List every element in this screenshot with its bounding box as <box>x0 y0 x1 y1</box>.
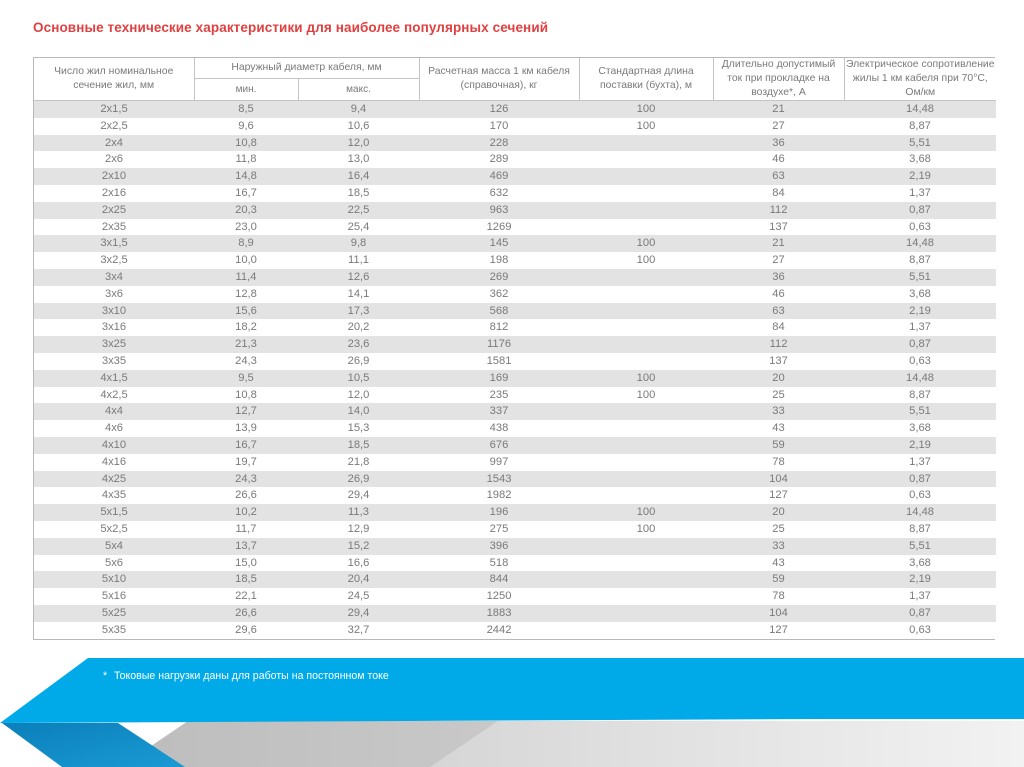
cell-diameter-max: 14,0 <box>298 403 419 420</box>
cell-mass: 170 <box>419 118 579 135</box>
cell-mass: 1883 <box>419 605 579 622</box>
page-title: Основные технические характеристики для наиболее популярных сечений <box>33 20 549 35</box>
cell-mass: 275 <box>419 521 579 538</box>
cell-current: 43 <box>713 555 844 572</box>
cell-section: 4х16 <box>34 454 194 471</box>
cell-mass: 469 <box>419 168 579 185</box>
cell-diameter-max: 10,5 <box>298 370 419 387</box>
cell-section: 2х35 <box>34 219 194 236</box>
cell-resistance: 14,48 <box>844 504 996 521</box>
cell-current: 20 <box>713 370 844 387</box>
cell-resistance: 3,68 <box>844 555 996 572</box>
cell-diameter-min: 20,3 <box>194 202 298 219</box>
cell-diameter-max: 12,6 <box>298 269 419 286</box>
cell-section: 5х6 <box>34 555 194 572</box>
cell-current: 27 <box>713 252 844 269</box>
cell-diameter-min: 12,8 <box>194 286 298 303</box>
cell-section: 3х35 <box>34 353 194 370</box>
cell-mass: 568 <box>419 303 579 320</box>
cell-diameter-min: 26,6 <box>194 605 298 622</box>
cell-resistance: 8,87 <box>844 387 996 404</box>
cell-diameter-max: 9,8 <box>298 235 419 252</box>
cell-length <box>579 219 713 236</box>
cell-diameter-min: 13,7 <box>194 538 298 555</box>
cell-length <box>579 303 713 320</box>
cell-length <box>579 168 713 185</box>
cell-current: 36 <box>713 135 844 152</box>
cell-diameter-max: 22,5 <box>298 202 419 219</box>
cell-resistance: 2,19 <box>844 168 996 185</box>
cell-length: 100 <box>579 504 713 521</box>
cell-diameter-min: 18,2 <box>194 319 298 336</box>
table-row <box>34 605 996 622</box>
cell-diameter-min: 9,6 <box>194 118 298 135</box>
cell-length <box>579 403 713 420</box>
cell-diameter-max: 32,7 <box>298 622 419 639</box>
cell-diameter-min: 29,6 <box>194 622 298 639</box>
cell-section: 5х25 <box>34 605 194 622</box>
cell-diameter-min: 8,5 <box>194 101 298 118</box>
cell-length <box>579 571 713 588</box>
cell-mass: 518 <box>419 555 579 572</box>
cell-diameter-max: 29,4 <box>298 605 419 622</box>
cell-mass: 676 <box>419 437 579 454</box>
cell-resistance: 5,51 <box>844 269 996 286</box>
cell-resistance: 8,87 <box>844 118 996 135</box>
cell-mass: 289 <box>419 151 579 168</box>
cell-section: 2х1,5 <box>34 101 194 118</box>
cell-mass: 1581 <box>419 353 579 370</box>
cell-length <box>579 605 713 622</box>
table-row <box>34 252 996 269</box>
table-row <box>34 403 996 420</box>
cell-diameter-max: 20,2 <box>298 319 419 336</box>
cell-section: 4х10 <box>34 437 194 454</box>
cell-diameter-min: 18,5 <box>194 571 298 588</box>
cell-section: 4х1,5 <box>34 370 194 387</box>
cell-mass: 145 <box>419 235 579 252</box>
cell-resistance: 1,37 <box>844 454 996 471</box>
cell-resistance: 2,19 <box>844 303 996 320</box>
cell-mass: 438 <box>419 420 579 437</box>
cell-diameter-min: 15,6 <box>194 303 298 320</box>
cell-diameter-max: 16,4 <box>298 168 419 185</box>
cell-current: 78 <box>713 454 844 471</box>
cell-current: 84 <box>713 185 844 202</box>
cell-resistance: 0,87 <box>844 202 996 219</box>
cell-length <box>579 454 713 471</box>
cell-current: 27 <box>713 118 844 135</box>
header-diameter-min: мин. <box>194 79 298 101</box>
cell-length <box>579 269 713 286</box>
cell-diameter-min: 8,9 <box>194 235 298 252</box>
cell-resistance: 2,19 <box>844 571 996 588</box>
cell-diameter-min: 24,3 <box>194 353 298 370</box>
table-row <box>34 135 996 152</box>
cell-mass: 396 <box>419 538 579 555</box>
cell-section: 2х2,5 <box>34 118 194 135</box>
cell-current: 112 <box>713 202 844 219</box>
cell-section: 4х35 <box>34 487 194 504</box>
cell-length <box>579 588 713 605</box>
cell-resistance: 5,51 <box>844 403 996 420</box>
cell-resistance: 8,87 <box>844 252 996 269</box>
cell-resistance: 3,68 <box>844 420 996 437</box>
cell-section: 3х6 <box>34 286 194 303</box>
table-row <box>34 555 996 572</box>
cell-resistance: 0,87 <box>844 605 996 622</box>
cell-diameter-max: 29,4 <box>298 487 419 504</box>
cell-diameter-min: 16,7 <box>194 185 298 202</box>
table-header <box>34 58 996 101</box>
cell-current: 104 <box>713 471 844 488</box>
header-standard-length: Стандартная длина поставки (бухта), м <box>579 58 713 101</box>
cell-diameter-max: 12,0 <box>298 387 419 404</box>
cell-current: 63 <box>713 303 844 320</box>
cell-resistance: 3,68 <box>844 151 996 168</box>
cell-section: 2х6 <box>34 151 194 168</box>
spec-table-container <box>33 57 995 640</box>
table-row <box>34 588 996 605</box>
cell-current: 127 <box>713 487 844 504</box>
table-row <box>34 336 996 353</box>
cell-resistance: 14,48 <box>844 101 996 118</box>
cell-resistance: 3,68 <box>844 286 996 303</box>
cell-current: 137 <box>713 219 844 236</box>
cell-length <box>579 336 713 353</box>
cell-length <box>579 319 713 336</box>
cell-current: 33 <box>713 403 844 420</box>
cell-diameter-min: 26,6 <box>194 487 298 504</box>
cell-mass: 198 <box>419 252 579 269</box>
cell-current: 59 <box>713 571 844 588</box>
cell-resistance: 0,63 <box>844 353 996 370</box>
cell-mass: 235 <box>419 387 579 404</box>
cell-section: 4х2,5 <box>34 387 194 404</box>
cell-diameter-max: 9,4 <box>298 101 419 118</box>
cell-current: 59 <box>713 437 844 454</box>
cell-diameter-max: 26,9 <box>298 353 419 370</box>
table-row <box>34 487 996 504</box>
cell-diameter-max: 14,1 <box>298 286 419 303</box>
table-row <box>34 571 996 588</box>
cell-current: 46 <box>713 286 844 303</box>
cell-length <box>579 135 713 152</box>
cell-mass: 228 <box>419 135 579 152</box>
cell-mass: 997 <box>419 454 579 471</box>
cell-diameter-min: 12,7 <box>194 403 298 420</box>
cell-length <box>579 151 713 168</box>
cell-length: 100 <box>579 252 713 269</box>
cell-mass: 844 <box>419 571 579 588</box>
cell-resistance: 0,63 <box>844 487 996 504</box>
table-row <box>34 303 996 320</box>
cell-diameter-max: 10,6 <box>298 118 419 135</box>
cell-mass: 1543 <box>419 471 579 488</box>
cell-section: 3х16 <box>34 319 194 336</box>
cell-mass: 269 <box>419 269 579 286</box>
table-row <box>34 168 996 185</box>
cell-current: 46 <box>713 151 844 168</box>
cell-section: 5х10 <box>34 571 194 588</box>
table-row <box>34 454 996 471</box>
cell-diameter-min: 13,9 <box>194 420 298 437</box>
cell-diameter-min: 10,8 <box>194 387 298 404</box>
cell-diameter-min: 11,7 <box>194 521 298 538</box>
cell-length: 100 <box>579 118 713 135</box>
header-outer-diameter-group: Наружный диаметр кабеля, мм <box>194 58 419 79</box>
cell-current: 127 <box>713 622 844 639</box>
cell-section: 5х2,5 <box>34 521 194 538</box>
spec-table <box>34 58 996 639</box>
cell-length <box>579 353 713 370</box>
cell-mass: 2442 <box>419 622 579 639</box>
table-row <box>34 420 996 437</box>
cell-length: 100 <box>579 387 713 404</box>
cell-section: 4х4 <box>34 403 194 420</box>
cell-diameter-min: 11,8 <box>194 151 298 168</box>
deco-gray-band-front <box>430 721 1024 767</box>
table-row <box>34 219 996 236</box>
footnote-marker: * <box>103 670 108 682</box>
cell-diameter-min: 24,3 <box>194 471 298 488</box>
header-mass: Расчетная масса 1 км кабеля (справочная), кг <box>419 58 579 101</box>
cell-diameter-max: 12,9 <box>298 521 419 538</box>
cell-current: 112 <box>713 336 844 353</box>
table-row <box>34 185 996 202</box>
cell-diameter-max: 21,8 <box>298 454 419 471</box>
cell-length: 100 <box>579 370 713 387</box>
table-row <box>34 151 996 168</box>
cell-diameter-max: 13,0 <box>298 151 419 168</box>
cell-length <box>579 471 713 488</box>
cell-resistance: 8,87 <box>844 521 996 538</box>
cell-diameter-min: 19,7 <box>194 454 298 471</box>
cell-diameter-max: 11,1 <box>298 252 419 269</box>
cell-diameter-max: 24,5 <box>298 588 419 605</box>
cell-diameter-max: 11,3 <box>298 504 419 521</box>
table-row <box>34 471 996 488</box>
cell-length: 100 <box>579 521 713 538</box>
cell-length <box>579 202 713 219</box>
cell-section: 2х16 <box>34 185 194 202</box>
table-row <box>34 504 996 521</box>
cell-mass: 196 <box>419 504 579 521</box>
cell-diameter-min: 11,4 <box>194 269 298 286</box>
header-diameter-max: макс. <box>298 79 419 101</box>
table-row <box>34 353 996 370</box>
cell-diameter-min: 22,1 <box>194 588 298 605</box>
cell-diameter-max: 20,4 <box>298 571 419 588</box>
cell-section: 5х16 <box>34 588 194 605</box>
table-row <box>34 101 996 118</box>
cell-section: 2х25 <box>34 202 194 219</box>
cell-length <box>579 555 713 572</box>
cell-length <box>579 185 713 202</box>
footnote <box>103 668 523 684</box>
cell-current: 63 <box>713 168 844 185</box>
cell-mass: 126 <box>419 101 579 118</box>
cell-current: 20 <box>713 504 844 521</box>
cell-mass: 632 <box>419 185 579 202</box>
table-row <box>34 269 996 286</box>
cell-diameter-max: 17,3 <box>298 303 419 320</box>
cell-diameter-max: 15,2 <box>298 538 419 555</box>
cell-current: 25 <box>713 521 844 538</box>
cell-section: 2х4 <box>34 135 194 152</box>
table-row <box>34 538 996 555</box>
table-row <box>34 370 996 387</box>
cell-current: 33 <box>713 538 844 555</box>
table-row <box>34 387 996 404</box>
cell-length <box>579 538 713 555</box>
cell-current: 25 <box>713 387 844 404</box>
cell-mass: 337 <box>419 403 579 420</box>
cell-current: 137 <box>713 353 844 370</box>
header-electrical-resistance: Электрическое сопротивление жилы 1 км кабеля при 70°С, Ом/км <box>844 58 996 101</box>
table-row <box>34 521 996 538</box>
cell-section: 3х2,5 <box>34 252 194 269</box>
cell-diameter-max: 25,4 <box>298 219 419 236</box>
cell-section: 4х6 <box>34 420 194 437</box>
cell-diameter-min: 10,8 <box>194 135 298 152</box>
cell-length <box>579 286 713 303</box>
table-row <box>34 286 996 303</box>
cell-resistance: 14,48 <box>844 235 996 252</box>
table-row <box>34 319 996 336</box>
cell-resistance: 5,51 <box>844 135 996 152</box>
cell-length <box>579 420 713 437</box>
cell-diameter-min: 14,8 <box>194 168 298 185</box>
cell-resistance: 0,87 <box>844 471 996 488</box>
cell-resistance: 1,37 <box>844 185 996 202</box>
cell-current: 104 <box>713 605 844 622</box>
cell-length: 100 <box>579 101 713 118</box>
cell-mass: 1176 <box>419 336 579 353</box>
cell-diameter-min: 21,3 <box>194 336 298 353</box>
header-permissible-current: Длительно допустимый ток при прокладке на воздухе*, А <box>713 58 844 101</box>
cell-resistance: 1,37 <box>844 319 996 336</box>
cell-current: 78 <box>713 588 844 605</box>
cell-diameter-min: 10,0 <box>194 252 298 269</box>
cell-length <box>579 437 713 454</box>
cell-mass: 1250 <box>419 588 579 605</box>
cell-section: 3х25 <box>34 336 194 353</box>
cell-length <box>579 622 713 639</box>
cell-length: 100 <box>579 235 713 252</box>
cell-diameter-max: 23,6 <box>298 336 419 353</box>
cell-diameter-max: 16,6 <box>298 555 419 572</box>
cell-mass: 362 <box>419 286 579 303</box>
cell-diameter-min: 9,5 <box>194 370 298 387</box>
cell-section: 3х4 <box>34 269 194 286</box>
cell-section: 5х4 <box>34 538 194 555</box>
cell-diameter-min: 15,0 <box>194 555 298 572</box>
cell-current: 36 <box>713 269 844 286</box>
table-body <box>34 101 996 639</box>
cell-current: 84 <box>713 319 844 336</box>
cell-mass: 1269 <box>419 219 579 236</box>
cell-resistance: 5,51 <box>844 538 996 555</box>
cell-section: 3х10 <box>34 303 194 320</box>
table-row <box>34 437 996 454</box>
cell-mass: 1982 <box>419 487 579 504</box>
cell-resistance: 0,63 <box>844 622 996 639</box>
cell-diameter-max: 18,5 <box>298 185 419 202</box>
cell-length <box>579 487 713 504</box>
cell-resistance: 0,63 <box>844 219 996 236</box>
cell-current: 21 <box>713 235 844 252</box>
cell-diameter-max: 26,9 <box>298 471 419 488</box>
cell-resistance: 2,19 <box>844 437 996 454</box>
table-row <box>34 202 996 219</box>
cell-section: 3х1,5 <box>34 235 194 252</box>
cell-diameter-max: 15,3 <box>298 420 419 437</box>
cell-current: 43 <box>713 420 844 437</box>
cell-mass: 169 <box>419 370 579 387</box>
cell-mass: 812 <box>419 319 579 336</box>
cell-diameter-min: 16,7 <box>194 437 298 454</box>
cell-section: 5х1,5 <box>34 504 194 521</box>
cell-diameter-max: 18,5 <box>298 437 419 454</box>
cell-resistance: 0,87 <box>844 336 996 353</box>
cell-diameter-max: 12,0 <box>298 135 419 152</box>
cell-resistance: 1,37 <box>844 588 996 605</box>
table-row <box>34 118 996 135</box>
cell-resistance: 14,48 <box>844 370 996 387</box>
footnote-text: Токовые нагрузки даны для работы на постоянном токе <box>114 670 389 682</box>
cell-diameter-min: 23,0 <box>194 219 298 236</box>
cell-mass: 963 <box>419 202 579 219</box>
cell-diameter-min: 10,2 <box>194 504 298 521</box>
header-conductor-section: Число жил номинальное сечение жил, мм <box>34 58 194 101</box>
cell-current: 21 <box>713 101 844 118</box>
cell-section: 4х25 <box>34 471 194 488</box>
cell-section: 5х35 <box>34 622 194 639</box>
cell-section: 2х10 <box>34 168 194 185</box>
table-row <box>34 235 996 252</box>
table-row <box>34 622 996 639</box>
